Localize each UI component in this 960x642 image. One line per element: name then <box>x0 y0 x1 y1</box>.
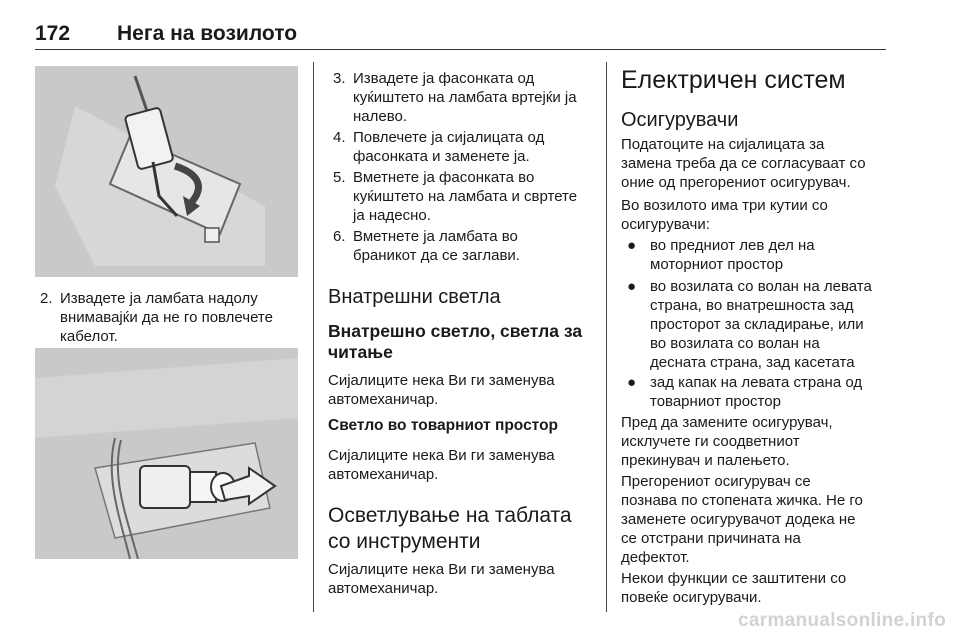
page-number: 172 <box>35 22 71 45</box>
text-line: десната страна, зад касетата <box>650 354 855 371</box>
step-text <box>353 168 577 225</box>
text-line: Податоците на сијалицата за <box>621 136 825 153</box>
text-line: браникот да се заглави. <box>353 247 520 264</box>
step-3 <box>333 69 603 129</box>
heading-interior-lights: Внатрешни светла <box>328 286 501 308</box>
heading-line: читање <box>328 342 393 362</box>
paragraph-fuse-boxes <box>621 196 896 234</box>
text-line: фасонката и заменете ја. <box>353 148 530 165</box>
text-line: автомеханичар. <box>328 391 439 408</box>
text-line: прекинувач и палењето. <box>621 452 790 469</box>
paragraph-instrument-panel <box>328 560 603 598</box>
text-line: зад капак на левата страна од <box>650 374 863 391</box>
text-line: осигурувачи: <box>621 216 710 233</box>
text-line: во предниот лев дел на <box>650 237 815 254</box>
text-line: кабелот. <box>60 328 118 345</box>
paragraph-before-replacing <box>621 413 896 470</box>
text-line: моторниот простор <box>650 256 784 273</box>
heading-fuses: Осигурувачи <box>621 109 739 131</box>
heading-electrical-system: Електричен систем <box>621 66 846 94</box>
running-title: Нега на возилото <box>117 22 298 45</box>
text-line: товарниот простор <box>650 393 781 410</box>
paragraph-fuse-data <box>621 135 896 192</box>
illustration-bulb-pull <box>35 348 298 559</box>
bullet-dot: ● <box>627 374 637 391</box>
heading-reading-lights <box>328 321 603 363</box>
text-line: Пред да замените осигурувач, <box>621 414 833 431</box>
step-4 <box>333 128 603 168</box>
bullet-item <box>627 236 897 276</box>
heading-line: Осветлување на таблата <box>328 504 572 527</box>
text-line: познава по стопената жичка. Не го <box>621 492 863 509</box>
column-divider-right <box>606 62 607 612</box>
heading-line: Внатрешно светло, светла за <box>328 321 583 341</box>
text-line: замена треба да се согласуваат со <box>621 155 866 172</box>
step-5 <box>333 168 603 228</box>
step-text <box>353 128 544 166</box>
illustration-lamp-removal <box>35 66 298 277</box>
text-line: се отстрани причината на <box>621 530 801 547</box>
step-number: 3. <box>333 70 346 87</box>
text-line: Прегорениот осигурувач се <box>621 473 811 490</box>
bullet-item <box>627 277 897 377</box>
bullet-dot: ● <box>627 278 637 295</box>
paragraph-reading-lights <box>328 371 603 409</box>
text-line: Извадете ја фасонката од <box>353 70 535 87</box>
bullet-dot: ● <box>627 237 637 254</box>
text-line: автомеханичар. <box>328 466 439 483</box>
text-line: во возилата со волан на <box>650 335 820 352</box>
text-line: куќиштето на ламбата вртејќи ја <box>353 89 577 106</box>
text-line: внимавајќи да не го повлечете <box>60 309 273 326</box>
text-line: куќиштето на ламбата и свртете <box>353 188 578 205</box>
text-line: ја надесно. <box>353 207 431 224</box>
text-line: Во возилото има три кутии со <box>621 197 828 214</box>
paragraph-cargo-light <box>328 446 603 484</box>
heading-cargo-light: Светло во товарниот простор <box>328 417 559 434</box>
text-line: Сијалиците нека Ви ги заменува <box>328 372 555 389</box>
text-line: налево. <box>353 108 408 125</box>
text-line: Вметнете ја ламбата во <box>353 228 518 245</box>
text-line: дефектот. <box>621 549 690 566</box>
paragraph-multiple-fuses <box>621 569 896 607</box>
bullet-text <box>650 373 862 411</box>
text-line: просторот за складирање, или <box>650 316 864 333</box>
step-text <box>353 227 520 265</box>
text-line: Извадете ја ламбата надолу <box>60 290 258 307</box>
step-text <box>60 289 273 346</box>
text-line: исклучете ги соодветниот <box>621 433 800 450</box>
text-line: Сијалиците нека Ви ги заменува <box>328 447 555 464</box>
text-line: Некои функции се заштитени со <box>621 570 847 587</box>
text-line: автомеханичар. <box>328 580 439 597</box>
text-line: Вметнете ја фасонката во <box>353 169 535 186</box>
step-6 <box>333 227 603 267</box>
paragraph-blown-fuse <box>621 472 896 567</box>
bullet-item <box>627 373 897 413</box>
bullet-text <box>650 236 815 274</box>
text-line: заменете осигурувачот додека не <box>621 511 856 528</box>
step-number: 6. <box>333 228 346 245</box>
step-2 <box>40 289 310 349</box>
step-text <box>353 69 605 126</box>
text-line: оние од прегорениот осигурувач. <box>621 174 851 191</box>
heading-instrument-panel <box>328 503 603 555</box>
text-line: страна, во внатрешноста зад <box>650 297 854 314</box>
text-line: повеќе осигурувачи. <box>621 589 762 606</box>
heading-line: со инструменти <box>328 530 481 553</box>
bullet-text <box>650 277 872 372</box>
step-number: 5. <box>333 169 346 186</box>
step-number: 2. <box>40 290 53 307</box>
watermark: carmanualsonline.info <box>738 610 946 631</box>
step-number: 4. <box>333 129 346 146</box>
header-rule <box>35 49 886 50</box>
text-line: во возилата со волан на левата <box>650 278 872 295</box>
column-divider-left <box>313 62 314 612</box>
text-line: Сијалиците нека Ви ги заменува <box>328 561 555 578</box>
text-line: Повлечете ја сијалицата од <box>353 129 545 146</box>
